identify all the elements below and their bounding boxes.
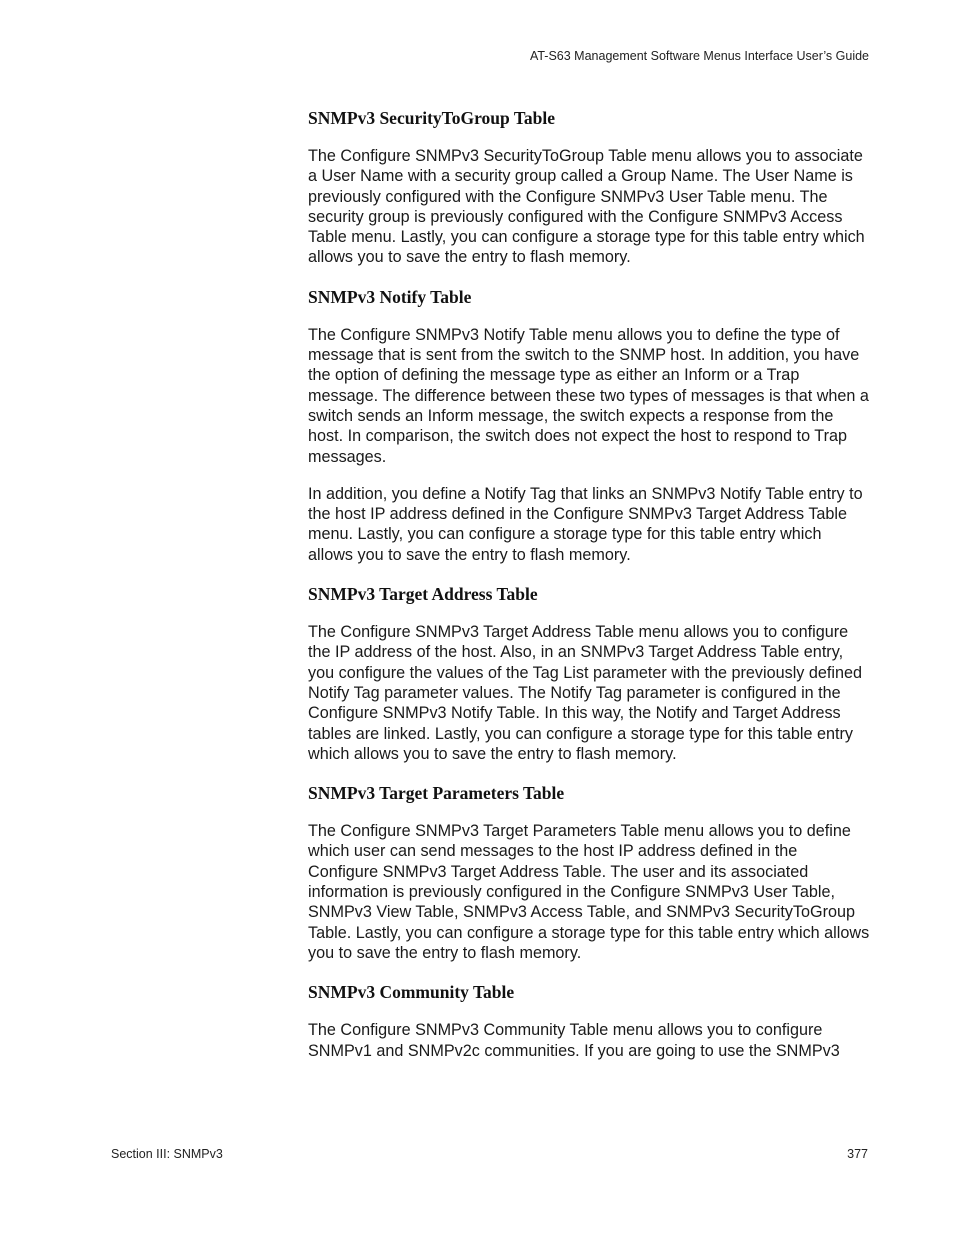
- section-target-address: [308, 582, 870, 764]
- section-heading: SNMPv3 Target Parameters Table: [308, 783, 565, 804]
- body-paragraph: The Configure SNMPv3 Target Parameters Table menu allows you to define which user can send messages to the host IP address defined in the Configure SNMPv3 Target Address Table. The user and its associated information is previously configured in the Configure SNMPv3 User Table, SNMPv3 View Table, SNMPv3 Access Table, and SNMPv3 SecurityToGroup Table. Lastly, you can configure a storage type for this table entry which allows you to save the entry to flash memory.: [308, 822, 870, 962]
- body-paragraph: The Configure SNMPv3 Notify Table menu allows you to define the type of message that is sent from the switch to the SNMP host. In addition, you have the option of defining the message type as either an Inform or a Trap message. The difference between these two types of messages is that when a switch sends an Inform message, the switch expects a response from the host. In comparison, the switch does not expect the host to respond to Trap messages.: [308, 325, 869, 466]
- footer-section-label: Section III: SNMPv3: [111, 1147, 223, 1161]
- section-heading: SNMPv3 Notify Table: [308, 286, 472, 307]
- body-paragraph: The Configure SNMPv3 Community Table menu allows you to configure SNMPv1 and SNMPv2c communities. If you are going to use the SNMPv3: [308, 1021, 840, 1060]
- page-content: [308, 106, 870, 1078]
- section-heading: SNMPv3 SecurityToGroup Table: [308, 108, 555, 128]
- section-heading: SNMPv3 Target Address Table: [308, 584, 538, 605]
- page-number: 377: [847, 1147, 868, 1161]
- section-heading: SNMPv3 Community Table: [308, 982, 515, 1003]
- running-header: AT-S63 Management Software Menus Interface User’s Guide: [529, 49, 869, 63]
- section-community: [308, 980, 870, 1061]
- section-securitytogroup: [308, 106, 870, 268]
- body-paragraph: In addition, you define a Notify Tag that links an SNMPv3 Notify Table entry to the host IP address defined in the Configure SNMPv3 Target Address Table menu. Lastly, you can configure a storage type for this table entry which allows you to save the entry to flash memory.: [308, 484, 863, 564]
- section-notify: [308, 285, 870, 565]
- body-paragraph: The Configure SNMPv3 Target Address Table menu allows you to configure the IP address of the host. Also, in an SNMPv3 Target Address Table entry, you configure the values of the Tag List parameter with the previously defined Notify Tag parameter values. The Notify Tag parameter is configured in the Configure SNMPv3 Notify Table. In this way, the Notify and Target Address tables are linked. Lastly, you can configure a storage type for this table entry which allows you to save the entry to flash memory.: [308, 623, 863, 763]
- body-paragraph: The Configure SNMPv3 SecurityToGroup Table menu allows you to associate a User Name with a security group called a Group Name. The User Name is previously configured with the Configure SNMPv3 User Table menu. The security group is previously configured with the Configure SNMPv3 Access Table menu. Lastly, you can configure a storage type for this table entry which allows you to save the entry to flash memory.: [308, 147, 865, 267]
- section-target-parameters: [308, 781, 870, 963]
